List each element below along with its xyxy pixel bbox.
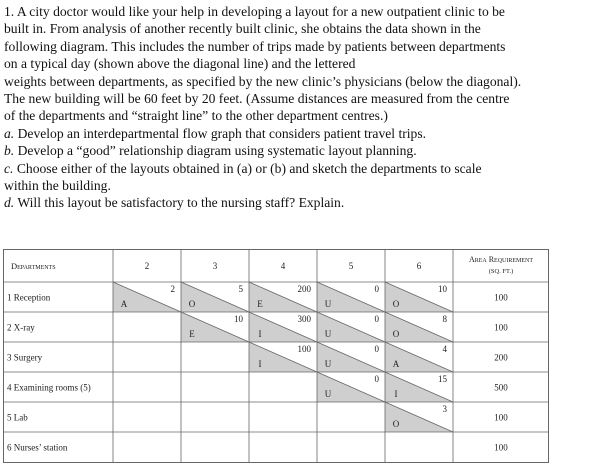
department-label: 4 Examining rooms (5) bbox=[7, 382, 91, 393]
trip-count: 3 bbox=[442, 404, 447, 414]
column-number: 2 bbox=[144, 261, 150, 271]
part-a bbox=[4, 125, 602, 142]
area-value: 100 bbox=[494, 322, 508, 333]
department-label: 5 Lab bbox=[7, 412, 28, 423]
question-text bbox=[4, 3, 602, 212]
part-letter: d. bbox=[4, 195, 15, 211]
closeness-rating: O bbox=[392, 299, 400, 309]
closeness-rating: O bbox=[392, 419, 400, 429]
department-label: 1 Reception bbox=[7, 292, 51, 303]
closeness-rating: U bbox=[324, 359, 332, 369]
trip-count: 8 bbox=[442, 314, 447, 324]
closeness-rating: E bbox=[257, 299, 263, 309]
part-text: Develop a “good” relationship diagram using systematic layout planning. bbox=[14, 143, 417, 159]
area-header: Area Requirement bbox=[468, 255, 534, 264]
part-b bbox=[4, 142, 602, 159]
closeness-rating: I bbox=[258, 329, 262, 339]
trip-count: 15 bbox=[438, 374, 447, 384]
part-letter: b. bbox=[4, 143, 15, 159]
trip-count: 0 bbox=[374, 344, 379, 354]
question-line: following diagram. This includes the number of trips made by patients between departments bbox=[4, 38, 506, 54]
column-number: 3 bbox=[212, 261, 218, 271]
part-d bbox=[4, 194, 602, 211]
closeness-rating: O bbox=[188, 299, 196, 309]
area-value: 100 bbox=[494, 442, 508, 453]
closeness-rating: U bbox=[324, 299, 332, 309]
part-c bbox=[4, 160, 602, 177]
closeness-rating: O bbox=[392, 329, 400, 339]
trip-count: 2 bbox=[170, 284, 175, 294]
closeness-rating: U bbox=[324, 389, 332, 399]
question-line: on a typical day (shown above the diagonal line) and the lettered bbox=[4, 56, 356, 72]
column-number: 6 bbox=[416, 261, 422, 271]
relationship-table bbox=[3, 249, 550, 469]
part-text: Will this layout be satisfactory to the nursing staff? Explain. bbox=[14, 195, 345, 211]
closeness-rating: I bbox=[394, 389, 398, 399]
area-unit: (SQ. FT.) bbox=[488, 268, 514, 275]
trip-count: 300 bbox=[297, 314, 311, 324]
area-value: 500 bbox=[494, 382, 508, 393]
area-value: 200 bbox=[494, 352, 508, 363]
part-c-continued bbox=[4, 177, 602, 194]
closeness-rating: I bbox=[258, 359, 262, 369]
trip-count: 200 bbox=[297, 284, 311, 294]
question-line: 1. A city doctor would like your help in developing a layout for a new outpatient clinic to be bbox=[4, 4, 505, 19]
department-label: 6 Nurses’ station bbox=[7, 442, 68, 453]
relationship-chart bbox=[3, 249, 550, 464]
closeness-rating: A bbox=[392, 359, 400, 369]
question-line: built in. From analysis of another recently built clinic, she obtains the data shown in the bbox=[4, 21, 481, 37]
department-label: 3 Surgery bbox=[7, 352, 43, 363]
trip-count: 10 bbox=[438, 284, 447, 294]
area-value: 100 bbox=[494, 412, 508, 423]
closeness-rating: E bbox=[189, 329, 195, 339]
trip-count: 0 bbox=[374, 284, 379, 294]
part-letter: c. bbox=[4, 160, 14, 176]
trip-count: 5 bbox=[238, 284, 243, 294]
question-line: of the departments and “straight line” to the other department centres.) bbox=[4, 108, 388, 124]
column-number: 4 bbox=[280, 261, 286, 271]
area-value: 100 bbox=[494, 292, 508, 303]
question-line: weights between departments, as specified by the new clinic’s physicians (below the diagonal). bbox=[4, 73, 522, 89]
part-letter: a. bbox=[4, 125, 15, 141]
departments-header: Departments bbox=[11, 261, 56, 271]
department-label: 2 X-ray bbox=[7, 322, 35, 333]
trip-count: 10 bbox=[234, 314, 243, 324]
trip-count: 4 bbox=[442, 344, 447, 354]
column-number: 5 bbox=[348, 261, 354, 271]
part-text: Choose either of the layouts obtained in (a) or (b) and sketch the departments to scale bbox=[13, 160, 482, 176]
part-text: Develop an interdepartmental flow graph that considers patient travel trips. bbox=[14, 125, 427, 141]
trip-count: 100 bbox=[297, 344, 311, 354]
trip-count: 0 bbox=[374, 374, 379, 384]
question-line: The new building will be 60 feet by 20 feet. (Assume distances are measured from the centre bbox=[4, 91, 510, 107]
closeness-rating: U bbox=[324, 329, 332, 339]
closeness-rating: A bbox=[120, 299, 128, 309]
trip-count: 0 bbox=[374, 314, 379, 324]
part-text: within the building. bbox=[4, 178, 111, 194]
